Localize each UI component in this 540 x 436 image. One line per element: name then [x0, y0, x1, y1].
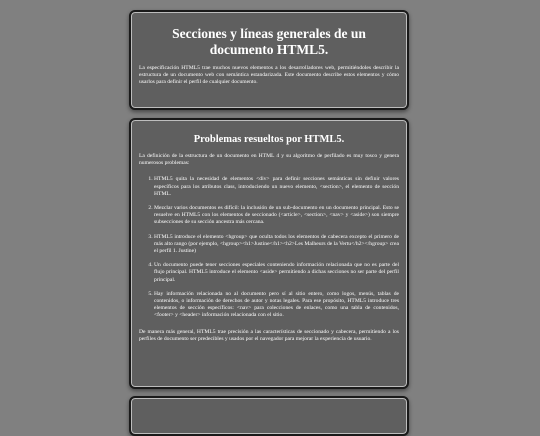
intro-description: La especificación HTML5 trae muchos nuevos elementos a los desarrolladores web, permitiéndoles describir la estructura de un documento web con semántica estandarizada. Este documento describe estos elementos y cómo usarlos para definir el perfil de cualquier documento. [139, 65, 399, 86]
intro-panel [129, 10, 409, 110]
section-intro: La definición de la estructura de un documento en HTML 4 y su algoritmo de perfilado es muy tosco y genera numerosos problemas: [139, 153, 399, 167]
list-item: 1. HTML5 quita la necesidad de elementos <div> para definir secciones semánticas sin definir valores específicos para los atributos class, introduciendo un nuevo elemento, <section>, el elemento de sección HTML. [154, 176, 399, 198]
page-title: Secciones y líneas generales de un documento HTML5. [172, 26, 366, 57]
list-item: 3. HTML5 introduce el elemento <hgroup> que oculta todos los elementos de cabecera excepto el primero de más alto rango (por ejemplo, <hgroup><h1>Justine</h1><h2>Les Malheurs de la Vertu</h2></hgroup> crea el perfil 1. Justine) [154, 234, 399, 256]
problems-list [139, 176, 399, 319]
section-title: Problemas resueltos por HTML5. [193, 134, 345, 145]
section-conclusion: De manera más general, HTML5 trae precisión a las características de seccionado y cabecera, permitiendo a los perfiles de documento ser predecibles y usados por el navegador para mejorar la experiencia de usuario. [139, 328, 399, 342]
list-item: 2. Mezclar varios documentos es difícil: la inclusión de un sub-documento en un documento principal. Esto se resuelve en HTML5 con los elementos de seccionado (<article>, <section>, <nav> y <aside>) son siempre subsecciones de su sección ancestra más cercana. [154, 205, 399, 227]
list-item: 4. Un documento puede tener secciones especiales conteniendo información relacionada que no es parte del flujo principal. HTML5 introduce el elemento <aside> permitiendo a dichas secciones no ser parte del perfil principal. [154, 262, 399, 284]
list-item: 5. Hay información relacionada no al documento pero sí al sitio entero, como logos, menús, tablas de contenidos, o información de derechos de autor y notas legales. Para ese propósito, HTML5 introduce tres elementos de sección específicos: <nav> para colecciones de enlaces, como una tabla de contenidos, <footer> y <header> información relacionada con el sitio. [154, 291, 399, 320]
next-panel [129, 396, 409, 436]
problems-panel [129, 118, 409, 389]
